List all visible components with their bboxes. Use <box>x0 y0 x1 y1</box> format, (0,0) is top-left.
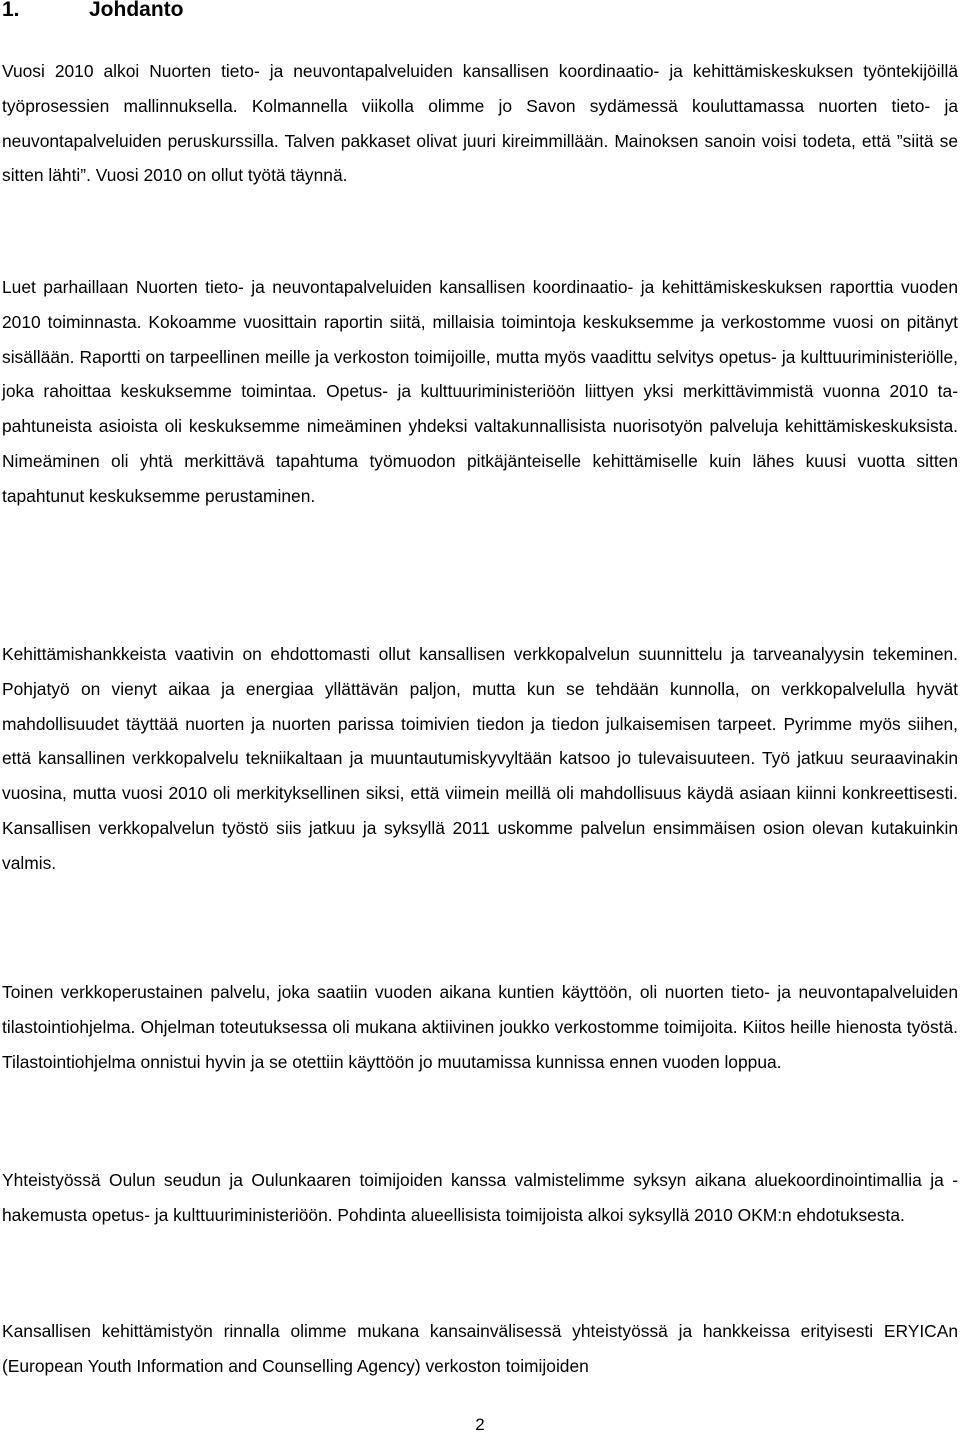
paragraph-report: Luet parhaillaan Nuorten tieto- ja neuvontapalveluiden kansallisen koordinaatio- ja kehittämiskeskuksen raporttia vuoden 2010 toiminnasta. Kokoamme vuosittain raportin siitä, millaisia toimintoja keskuksemme ja verkostomme vuosi on pitänyt sisällään. Raportti on tarpeellinen meille ja verkoston toimijoille, mutta myös vaadittu selvitys opetus- ja kulttuuriministeriölle, joka rahoittaa keskuksemme toimintaa. Opetus- ja kulttuuriministeriöön liittyen yksi merkittävimmistä vuonna 2010 tapahtuneista asioista oli keskuksemme nimeäminen yhdeksi valtakunnallisista nuorisotyön palveluja kehittämiskeskuksista. Nimeäminen oli yhtä merkittävä tapahtuma työmuodon pitkäjänteiselle kehittämiselle kuin lähes kuusi vuotta sitten tapahtunut keskuksemme perustaminen. <box>2 277 958 506</box>
paragraph-cooperation: Yhteistyössä Oulun seudun ja Oulunkaaren toimijoiden kanssa valmistelimme syksyn aikana aluekoordinointimallia ja -hakemusta opetus- ja kulttuuriministeriöön. Pohdinta alueellisista toimijoista alkoi syksyllä 2010 OKM:n ehdotuksesta. <box>2 1170 958 1225</box>
paragraph-international: Kansallisen kehittämistyön rinnalla olimme mukana kansainvälisessä yhteistyössä ja hankkeissa erityisesti ERYICAn (European Youth Information and Counselling Agency) verkoston toimijoiden <box>2 1321 958 1376</box>
paragraph-development: Kehittämishankkeista vaativin on ehdottomasti ollut kansallisen verkkopalvelun suunnittelu ja tarveanalyysin tekeminen. Pohjatyö on vienyt aikaa ja energiaa yllättävän paljon, mutta kun se tehdään kunnolla, on verkkopalvelulla hyvät mahdollisuudet täyttää nuorten ja nuorten parissa toimivien tiedon ja tiedon julkaisemisen tarpeet. Pyrimme myös siihen, että kansallinen verkkopalvelu tekniikaltaan ja muuntautumiskyvyltään katsoo jo tulevaisuuteen. Työ jatkuu seuraavinakin vuosina, mutta vuosi 2010 oli merkityksellinen siksi, että viimein meillä oli mahdollisuus käydä asiaan kiinni konkreettisesti. Kansallisen verkkopalvelun työstö siis jatkuu ja syksyllä 2011 uskomme palvelun ensimmäisen osion olevan kutakuinkin valmis. <box>2 644 958 873</box>
paragraph-intro: Vuosi 2010 alkoi Nuorten tieto- ja neuvontapalveluiden kansallisen koordinaatio- ja kehittämiskeskuksen työntekijöillä työprosessien mallinnuksella. Kolmannella viikolla olimme jo Savon sydämessä kouluttamassa nuorten tieto- ja neuvontapalveluiden peruskurssilla. Talven pakkaset olivat juuri kireimmillään. Mainoksen sanoin voisi todeta, että ”siitä se sitten lähti”. Vuosi 2010 on ollut työtä täynnä. <box>2 61 958 186</box>
section-title: Johdanto <box>89 0 184 21</box>
page-number: 2 <box>475 1415 485 1434</box>
section-heading <box>2 0 184 24</box>
section-number: 1. <box>2 0 20 21</box>
paragraph-statistics: Toinen verkkoperustainen palvelu, joka saatiin vuoden aikana kuntien käyttöön, oli nuorten tieto- ja neuvontapalveluiden tilastointiohjelma. Ohjelman toteutuksessa oli mukana aktiivinen joukko verkostomme toimijoita. Kiitos heille hienosta työstä. Tilastointiohjelma onnistui hyvin ja se otettiin käyttöön jo muutamissa kunnissa ennen vuoden loppua. <box>2 982 958 1072</box>
